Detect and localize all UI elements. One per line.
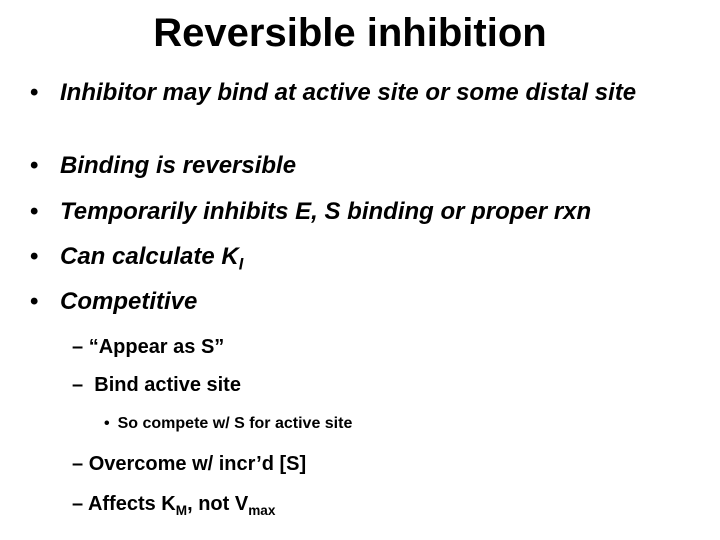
subitem-appear-as-s xyxy=(72,335,692,359)
bullet-item-reversible xyxy=(30,152,690,180)
bullet-text: Inhibitor may bind at active site or some distal site xyxy=(60,79,637,106)
bullet-dot: • xyxy=(30,288,39,315)
subitem-affects-km xyxy=(72,492,692,516)
bullet-text xyxy=(30,243,690,274)
bullet-item-distal-site xyxy=(30,79,690,107)
affects-mid: , not V xyxy=(187,493,249,515)
bullet-dot: • xyxy=(30,79,39,106)
km-subscript: M xyxy=(175,502,188,518)
sub-text: “Appear as S” xyxy=(88,336,225,358)
bullet-item-competitive xyxy=(30,288,690,316)
bullet-dot: • xyxy=(30,198,39,225)
sub-dash: – xyxy=(72,453,84,475)
ki-text: Can calculate K xyxy=(60,243,239,270)
subitem-bind-active-site xyxy=(72,373,692,397)
bullet-text: Temporarily inhibits E, S binding or proper rxn xyxy=(60,198,592,225)
sub-text: Bind active site xyxy=(88,374,241,396)
subsubitem-compete xyxy=(104,414,704,434)
sub-dash: – xyxy=(72,374,84,396)
subitem-overcome xyxy=(72,452,692,476)
bullet-text: Binding is reversible xyxy=(60,152,297,179)
vmax-subscript: max xyxy=(248,502,276,518)
bullet-dot: • xyxy=(30,152,39,179)
bullet-item-temporarily-inhibits xyxy=(30,198,690,226)
slide-title: Reversible inhibition xyxy=(153,11,547,55)
bullet-dot: • xyxy=(104,415,110,432)
bullet-dot: • xyxy=(30,243,39,270)
ki-subscript: I xyxy=(238,255,244,274)
sub-dash: – xyxy=(72,493,84,515)
sub-dash: – xyxy=(72,336,84,358)
subsub-text: So compete w/ S for active site xyxy=(117,415,353,432)
bullet-text: Competitive xyxy=(60,288,198,315)
affects-prefix: Affects K xyxy=(87,493,176,515)
bullet-item-calculate-ki xyxy=(30,243,690,274)
sub-text: Overcome w/ incr’d [S] xyxy=(88,453,307,475)
